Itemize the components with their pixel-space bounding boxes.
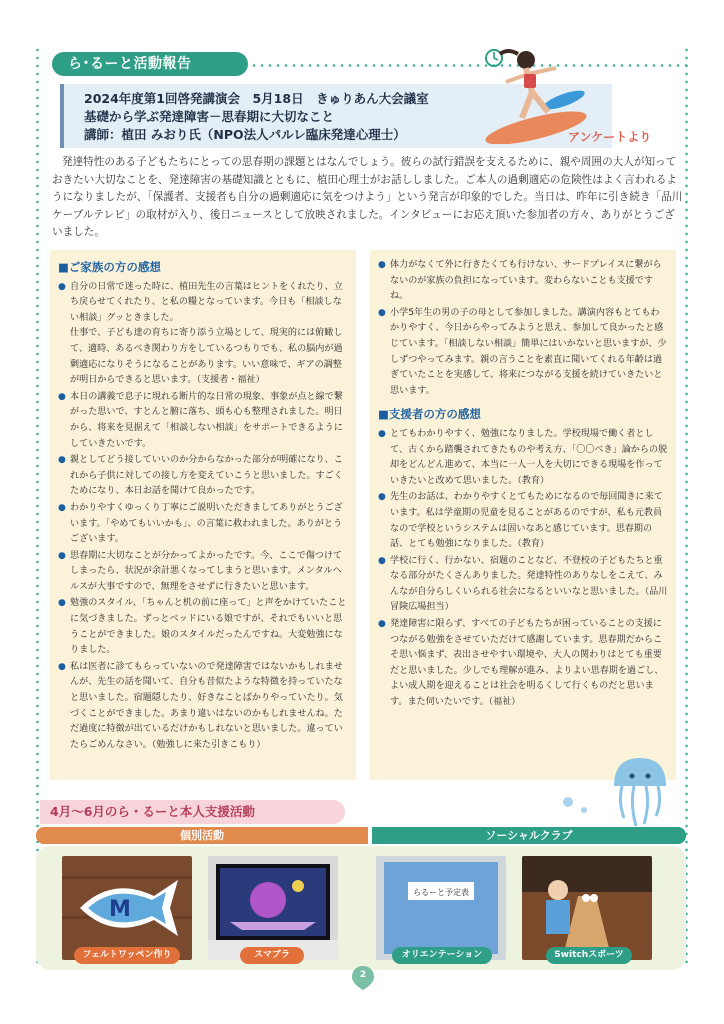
family-comments-column [50, 250, 356, 780]
bubbles-decoration [560, 790, 600, 820]
page-number: 2 [359, 970, 367, 980]
intro-text: 発達特性のある子どもたちにとっての思春期の課題とはなんでしょう。彼らの試行錯誤を支えるために、親や周囲の大人が知っておきたい大切なことを、発達障害の基礎知識とともに、植田心理士がお話ししました。ご本人の過剰適応の危険性はよく言われるようになりましたが、「保護者、支援者も自分の過剰適応に気をつけよう」という発言が印象的でした。当日は、昨年に引き続き「品川ケーブルテレビ」の取材が入り、後日ニュースとして放映されました。インタビューにお応え頂いた参加者の方々、ありがとうございました。 [52, 156, 683, 238]
survey-label: アンケートより [568, 130, 652, 144]
family-comment: ● 体力がなくて外に行きたくても行けない、サードプレイスに繋がらないのが家族の負担になっています。変わらないことも支援ですね。 [378, 258, 668, 305]
supporter-comment: ● 学校に行く、行かない、宿題のことなど、不登校の子どもたちと重なる部分がたくさんありました。発達特性のありなしをこえて、みんなが自分らしくいられる社会になるといいなと思いました。（品川冒険広場担当） [378, 554, 668, 616]
family-comment: ● 私は医者に診てもらっていないので発達障害ではないかもしれませんが、先生の話を聞いて、自分も昔似たような特徴を持っていたなと思いました。宿題隠したり、好きなことばかりやっていたり。気づくことができました。あまり違いはないのかもしれませんね。ただ過度に特徴が出ているだけかもしれないと思いました。違っていたらごめんなさい。（勉強しに来た引きこもり） [58, 660, 348, 754]
switch-sports-photo [522, 856, 652, 960]
intro-paragraph [52, 154, 684, 242]
supporter-comment: ● 先生のお話は、わかりやすくとてもためになるので毎回聞きに来ています。私は学童期の児童を見ることがあるのですが、私も元教員なので学校というシステムは固いなあと感じています。思春期の話、とても勉強になりました。（教育） [378, 490, 668, 552]
felt-patch-letter: M [109, 897, 131, 922]
jellyfish-icon [600, 752, 680, 832]
family-comment: ● 勉強のスタイル、「ちゃんと机の前に座って」と声をかけていたことに気づきました。ずっとベッドにいる娘ですが、それでもいいと思うことができました。娘のスタイルだったんですね。大変勉強になりました。 [58, 596, 348, 658]
dotted-border-top [250, 64, 688, 67]
family-comment: ● 本日の講義で息子に現れる断片的な日常の現象、事象が点と線で繋がった思いで、すとんと腑に落ち、頭も心も整理されました。明日から、将来を見据えて「相談しない相談」をサポートできるようにしていきたいです。 [58, 390, 348, 452]
supporter-comment: ● 発達障害に限らず、すべての子どもたちが困っていることの支援につながる勉強をさせていただけて感謝しています。思春期だからこそ思い悩まず、表出させやすい環境や、大人の関わりはとても重要だと思いました。少しでも理解が進み、よりよい思春期を過ごし、よい成人期を迎えることは社会を明るくして行くものだと思います。また伺いたいです。（福祉） [378, 617, 668, 711]
felt-patch-photo [62, 856, 192, 960]
caption-smash: スマブラ [240, 947, 304, 964]
family-comment: ● 思春期に大切なことが分かってよかったです。今、ここで傷つけてしまったら、状況が余計悪くなってしまうと思います。メンタルヘルスが大事ですので、無理をさせずに行きたいと思います。 [58, 549, 348, 596]
orientation-photo [376, 856, 506, 960]
supporter-comment: ● とてもわかりやすく、勉強になりました。学校現場で働く者として、古くから踏襲されてきたものや考え方、「〇〇べき」論からの脱却をどんどん進めて、本当に一人一人を大切にできる現場を作っていきたいと改めて思いました。（教育） [378, 427, 668, 489]
individual-activities-bar: 個別活動 [36, 827, 368, 844]
dotted-border-left [36, 46, 39, 964]
activities-title: 4月〜6月のら・るーと本人支援活動 [40, 800, 345, 824]
section-title: ら･るーと活動報告 [52, 52, 248, 76]
caption-felt: フェルトワッペン作り [74, 947, 180, 964]
family-heading: ■ご家族の方の感想 [58, 260, 161, 274]
smash-bros-photo [208, 856, 338, 960]
dotted-border-right [685, 46, 688, 964]
family-comment: ● 小学5年生の男の子の母として参加しました。講演内容もとてもわかりやすく、今日からやってみようと思え、参加して良かったと感じています。「相談しない相談」簡単にはいかないと思いますが、少しずつやってみます。親の言うことを素直に聞いてくれる年齢は過ぎていたことを実感して、将来につながる支援を続けていきたいと思います。 [378, 306, 668, 400]
caption-orientation: オリエンテーション [392, 947, 492, 964]
event-theme: 基礎から学ぶ発達障害－思春期に大切なこと [84, 109, 335, 124]
caption-switch: Switchスポーツ [546, 947, 632, 964]
orientation-card-text: らるーと予定表 [413, 888, 469, 897]
event-lecturer: 講師：植田 みおり氏（NPO法人パルレ臨床発達心理士） [84, 127, 406, 142]
family-comment: ● 自分の日常で迷った時に、植田先生の言葉はヒントをくれたり、立ち戻らせてくれたり、と私の糧となっています。今日も「相談しない相談」グッときました。 仕事で、子ども達の育ちに寄り添う立場として、現実的には俯瞰して、適時、あるべき関わり方をしているつもりでも、私の脳内が過剰適応になりそうになることがあります。いい意味で、ギアの調整が明日からできると思います。（支援者・福祉） [58, 280, 348, 389]
social-club-bar: ソーシャルクラブ [372, 827, 686, 844]
family-comment: ● 親としてどう接していいのか分からなかった部分が明確になり、これから子供に対しての接し方を変えていこうと思いました。すごくためになり、本日お話を聞けて良かったです。 [58, 453, 348, 500]
family-comment: ● わかりやすくゆっくり丁寧にご説明いただきましてありがとうございます。「やめてもいいかも」、の言葉に救われました。ありがとうございます。 [58, 501, 348, 548]
supporter-comments-column [370, 250, 676, 780]
event-date-venue: 2024年度第1回啓発講演会 5月18日 きゅりあん大会議室 [84, 91, 429, 106]
supporter-heading: ■支援者の方の感想 [378, 407, 481, 422]
